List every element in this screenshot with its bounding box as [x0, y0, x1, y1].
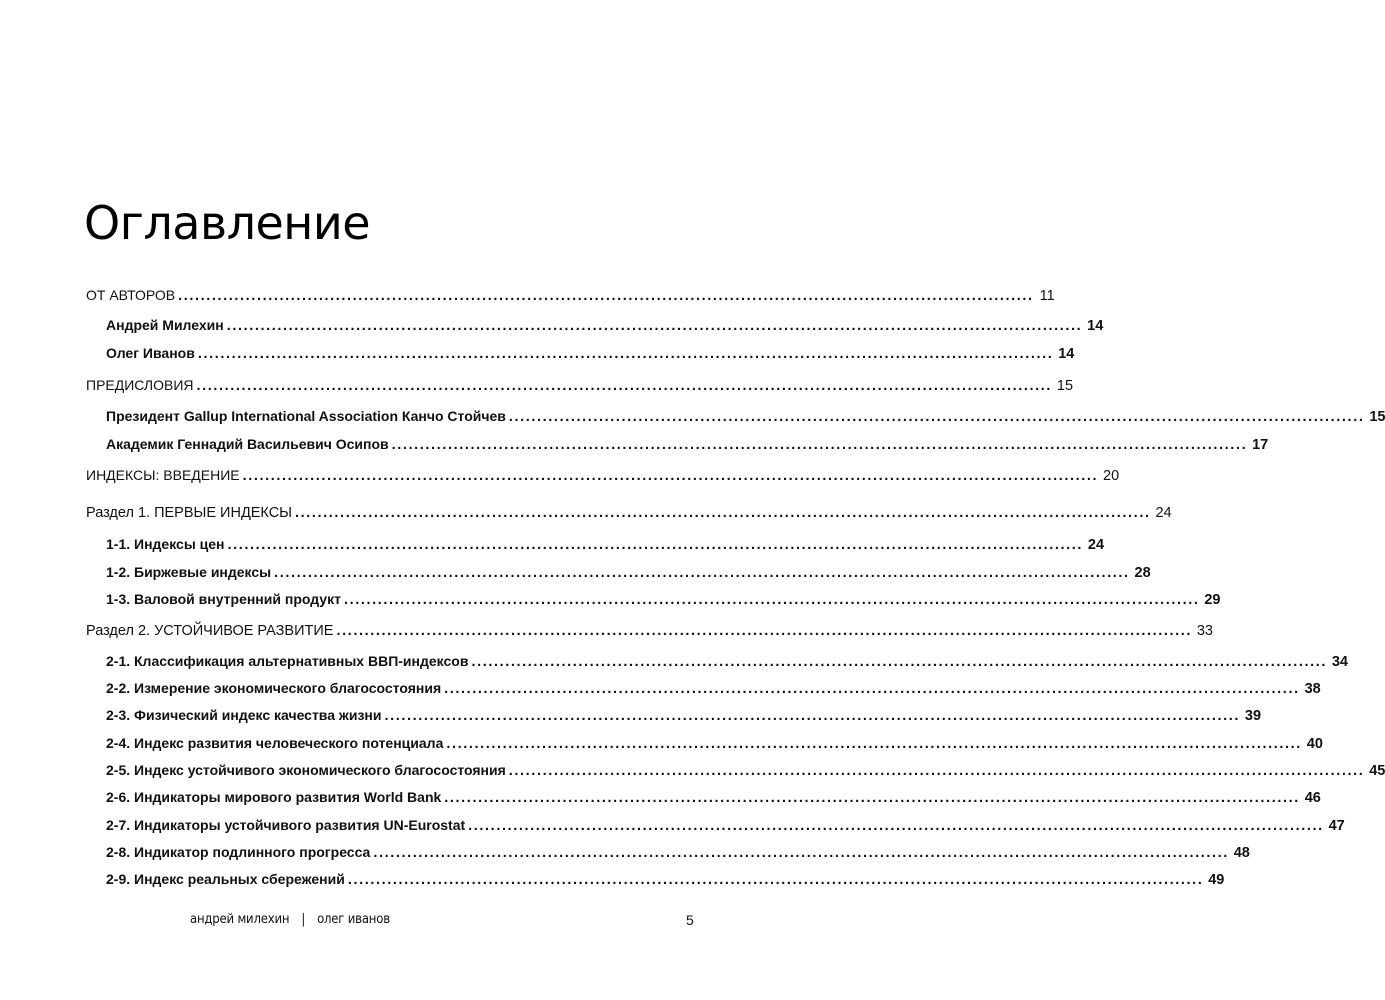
toc-entry-academician-osipov[interactable] [106, 433, 1269, 455]
toc-entry-page: 14 [1087, 318, 1104, 334]
toc-entry-page: 24 [1087, 537, 1105, 553]
dot-leader: ........................................................................................................................................................ [343, 592, 1200, 608]
toc-entry-indexes-introduction[interactable] [86, 464, 1120, 486]
dot-leader: ........................................................................................................................................................ [444, 681, 1300, 697]
toc-entry-title: Академик Геннадий Васильевич Осипов [106, 436, 389, 452]
toc-entry-1-2[interactable] [106, 561, 1151, 583]
toc-entry-title: 2-6. Индикаторы мирового развития World Bank [106, 789, 442, 805]
toc-entry-title: 1-1. Индексы цен [106, 536, 225, 552]
dot-leader: ........................................................................................................................................................ [226, 318, 1083, 334]
dot-leader: ........................................................................................................................................................ [391, 437, 1248, 453]
toc-entry-title: Президент Gallup International Association Канчо Стойчев [106, 408, 506, 424]
toc-entry-page: 17 [1252, 437, 1269, 453]
toc-entry-title: 1-3. Валовой внутренний продукт [106, 591, 341, 607]
dot-leader: ........................................................................................................................................................ [446, 736, 1302, 752]
toc-entry-page: 29 [1204, 592, 1221, 608]
dot-leader: ........................................................................................................................................................ [347, 872, 1204, 888]
toc-entry-page: 45 [1369, 763, 1385, 779]
toc-entry-1-1[interactable] [106, 533, 1105, 555]
toc-entry-page: 15 [1056, 378, 1074, 394]
dot-leader: ........................................................................................................................................................ [227, 537, 1084, 553]
toc-entry-title: Андрей Милехин [106, 317, 224, 333]
toc-entry-title: Раздел 2. УСТОЙЧИВОЕ РАЗВИТИЕ [86, 623, 334, 639]
dot-leader: ........................................................................................................................................................ [468, 818, 1324, 834]
toc-entry-title: 1-2. Биржевые индексы [106, 564, 272, 580]
toc-entry-page: 40 [1306, 736, 1323, 752]
toc-entry-page: 20 [1103, 468, 1120, 484]
toc-entry-2-3[interactable] [106, 704, 1262, 726]
toc-entry-title: 2-9. Индекс реальных сбережений [106, 871, 345, 887]
toc-entry-oleg-ivanov[interactable] [106, 342, 1075, 364]
toc-entry-title: 2-5. Индекс устойчивого экономического благосостояния [106, 762, 506, 778]
toc-entry-page: 24 [1155, 505, 1172, 521]
dot-leader: ........................................................................................................................................................ [197, 346, 1054, 362]
dot-leader: ........................................................................................................................................................ [471, 654, 1327, 670]
toc-entry-from-authors[interactable] [86, 284, 1055, 306]
toc-entry-2-5[interactable] [106, 759, 1385, 781]
toc-entry-andrey-milekhin[interactable] [106, 314, 1104, 336]
toc-entry-page: 46 [1304, 790, 1321, 806]
toc-entry-page: 38 [1304, 681, 1321, 697]
toc-entry-section-1[interactable] [86, 502, 1172, 524]
toc-entry-title: ПРЕДИСЛОВИЯ [86, 377, 194, 393]
dot-leader: ........................................................................................................................................................ [508, 409, 1365, 425]
toc-entry-2-4[interactable] [106, 732, 1323, 754]
toc-entry-prefaces[interactable] [86, 374, 1074, 396]
toc-entry-page: 15 [1369, 409, 1385, 425]
toc-entry-title: 2-2. Измерение экономического благосостояния [106, 680, 442, 696]
toc-entry-1-3[interactable] [106, 588, 1221, 610]
page-title: Оглавление [84, 196, 371, 250]
toc-entry-page: 47 [1328, 818, 1345, 834]
toc-entry-title: 2-3. Физический индекс качества жизни [106, 707, 382, 723]
dot-leader: ........................................................................................................................................................ [373, 845, 1229, 861]
toc-entry-section-2[interactable] [86, 620, 1213, 642]
dot-leader: ........................................................................................................................................................ [384, 708, 1241, 724]
toc-entry-page: 34 [1331, 654, 1348, 670]
toc-entry-title: 2-4. Индекс развития человеческого потенциала [106, 735, 444, 751]
toc-entry-2-7[interactable] [106, 814, 1345, 836]
toc-entry-title: Раздел 1. ПЕРВЫЕ ИНДЕКСЫ [86, 505, 293, 521]
toc-entry-page: 11 [1039, 288, 1055, 304]
dot-leader: ........................................................................................................................................................ [295, 505, 1151, 521]
toc-entry-2-1[interactable] [106, 650, 1348, 672]
toc-entry-2-6[interactable] [106, 786, 1321, 808]
running-footer-authors [190, 909, 390, 931]
toc-entry-2-8[interactable] [106, 841, 1250, 863]
toc-entry-page: 48 [1233, 845, 1250, 861]
toc-entry-title: Олег Иванов [106, 345, 195, 361]
footer-separator: | [301, 912, 306, 927]
toc-entry-page: 14 [1058, 346, 1075, 362]
toc-entry-title: 2-1. Классификация альтернативных ВВП-индексов [106, 653, 469, 669]
dot-leader: ........................................................................................................................................................ [444, 790, 1300, 806]
dot-leader: ........................................................................................................................................................ [274, 565, 1130, 581]
toc-entry-title: ИНДЕКСЫ: ВВЕДЕНИЕ [86, 467, 240, 483]
footer-author-ivanov: олег иванов [317, 912, 390, 927]
toc-entry-2-9[interactable] [106, 868, 1225, 890]
dot-leader: ........................................................................................................................................................ [336, 623, 1192, 639]
dot-leader: ........................................................................................................................................................ [196, 378, 1053, 394]
toc-entry-title: 2-8. Индикатор подлинного прогресса [106, 844, 371, 860]
toc-entry-page: 33 [1196, 623, 1213, 639]
toc-entry-page: 49 [1208, 872, 1225, 888]
toc-entry-gallup-president[interactable] [106, 405, 1385, 427]
toc-entry-2-2[interactable] [106, 677, 1321, 699]
toc-entry-page: 28 [1134, 565, 1151, 581]
page-number: 5 [686, 912, 694, 928]
toc-entry-title: ОТ АВТОРОВ [86, 287, 176, 303]
dot-leader: ........................................................................................................................................................ [242, 468, 1099, 484]
toc-entry-page: 39 [1244, 708, 1262, 724]
dot-leader: ........................................................................................................................................................ [508, 763, 1365, 779]
dot-leader: ........................................................................................................................................................ [178, 288, 1034, 304]
toc-entry-title: 2-7. Индикаторы устойчивого развития UN-Eurostat [106, 817, 466, 833]
footer-author-milekhin: андрей милехин [190, 912, 290, 927]
